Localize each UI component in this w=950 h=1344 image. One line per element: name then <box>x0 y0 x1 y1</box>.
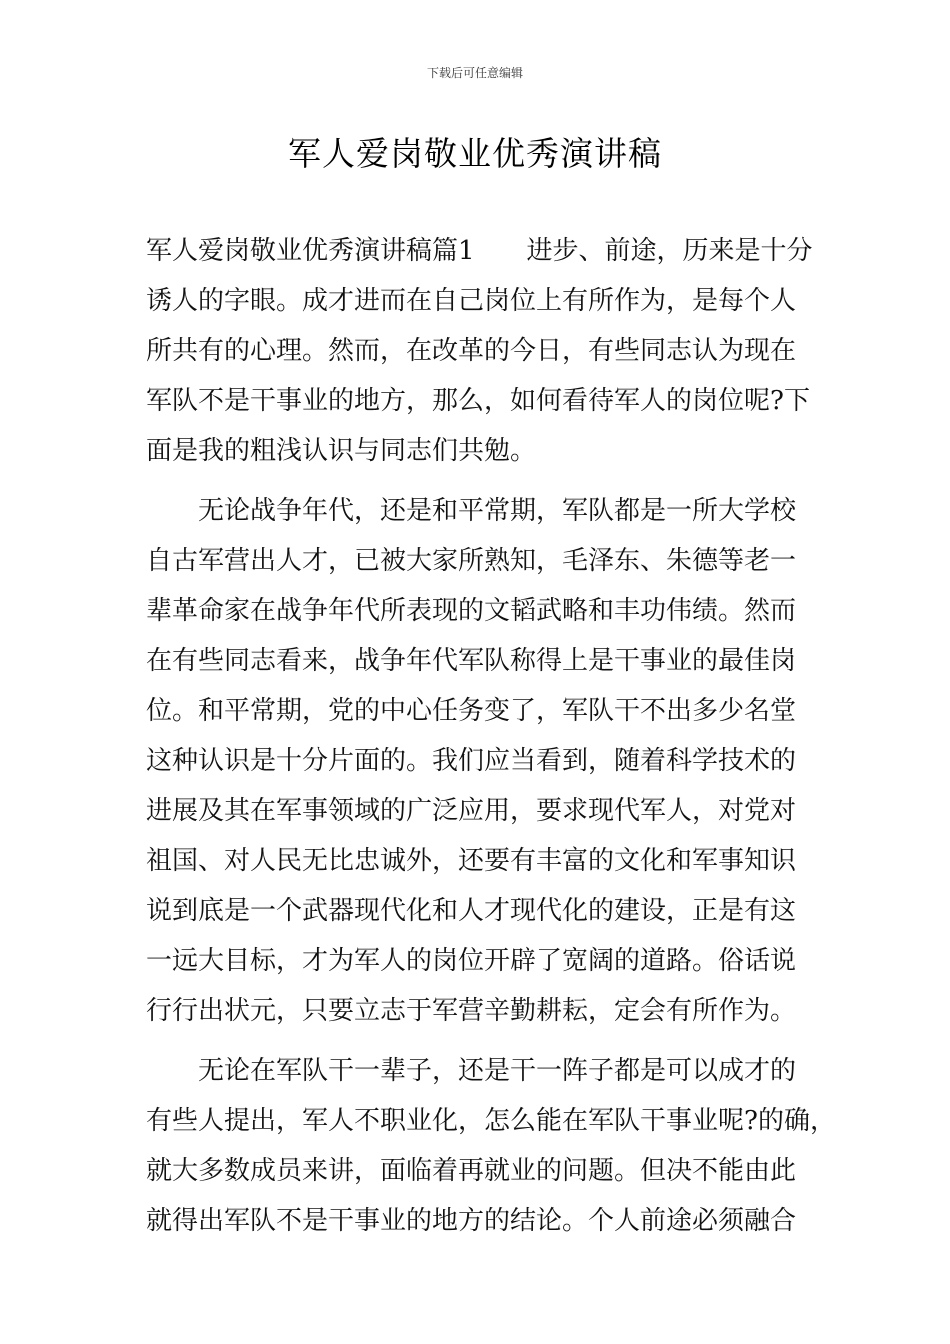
text-line: 无论在军队干一辈子，还是干一阵子都是可以成才的 <box>146 1056 797 1086</box>
document-body <box>146 226 836 1246</box>
text-line: 就得出军队不是干事业的地方的结论。个人前途必须融合 <box>146 1206 797 1236</box>
text-line: 进展及其在军事领域的广泛应用，要求现代军人，对党对 <box>146 796 797 826</box>
text-line: 位。和平常期，党的中心任务变了，军队干不出多少名堂 <box>146 696 797 726</box>
text-line: 面是我的粗浅认识与同志们共勉。 <box>146 436 537 466</box>
paragraph-2 <box>146 486 808 1036</box>
text-line: 无论战争年代，还是和平常期，军队都是一所大学校 <box>146 496 797 526</box>
text-line: 所共有的心理。然而，在改革的今日，有些同志认为现在 <box>146 336 797 366</box>
text-line: 这种认识是十分片面的。我们应当看到，随着科学技术的 <box>146 746 797 776</box>
text-line: 在有些同志看来，战争年代军队称得上是干事业的最佳岗 <box>146 646 797 676</box>
text-line: 军人爱岗敬业优秀演讲稿篇1 进步、前途，历来是十分 <box>146 236 813 266</box>
text-line: 自古军营出人才，已被大家所熟知，毛泽东、朱德等老一 <box>146 546 797 576</box>
text-line: 祖国、对人民无比忠诚外，还要有丰富的文化和军事知识 <box>146 846 797 876</box>
paragraph-1 <box>146 226 813 476</box>
text-line: 有些人提出，军人不职业化，怎么能在军队干事业呢?的确， <box>146 1106 836 1136</box>
text-line: 诱人的字眼。成才进而在自己岗位上有所作为，是每个人 <box>146 286 797 316</box>
text-line: 一远大目标，才为军人的岗位开辟了宽阔的道路。俗话说 <box>146 946 797 976</box>
paragraph-3 <box>146 1046 836 1246</box>
text-line: 行行出状元，只要立志于军营辛勤耕耘，定会有所作为。 <box>146 996 797 1026</box>
header-note: 下载后可任意编辑 <box>426 66 523 80</box>
text-line: 说到底是一个武器现代化和人才现代化的建设，正是有这 <box>146 896 797 926</box>
text-line: 辈革命家在战争年代所表现的文韬武略和丰功伟绩。然而 <box>146 596 797 626</box>
document-title: 军人爱岗敬业优秀演讲稿 <box>288 134 662 173</box>
text-line: 就大多数成员来讲，面临着再就业的问题。但决不能由此 <box>146 1156 797 1186</box>
text-line: 军队不是干事业的地方，那么，如何看待军人的岗位呢?下 <box>146 386 810 416</box>
